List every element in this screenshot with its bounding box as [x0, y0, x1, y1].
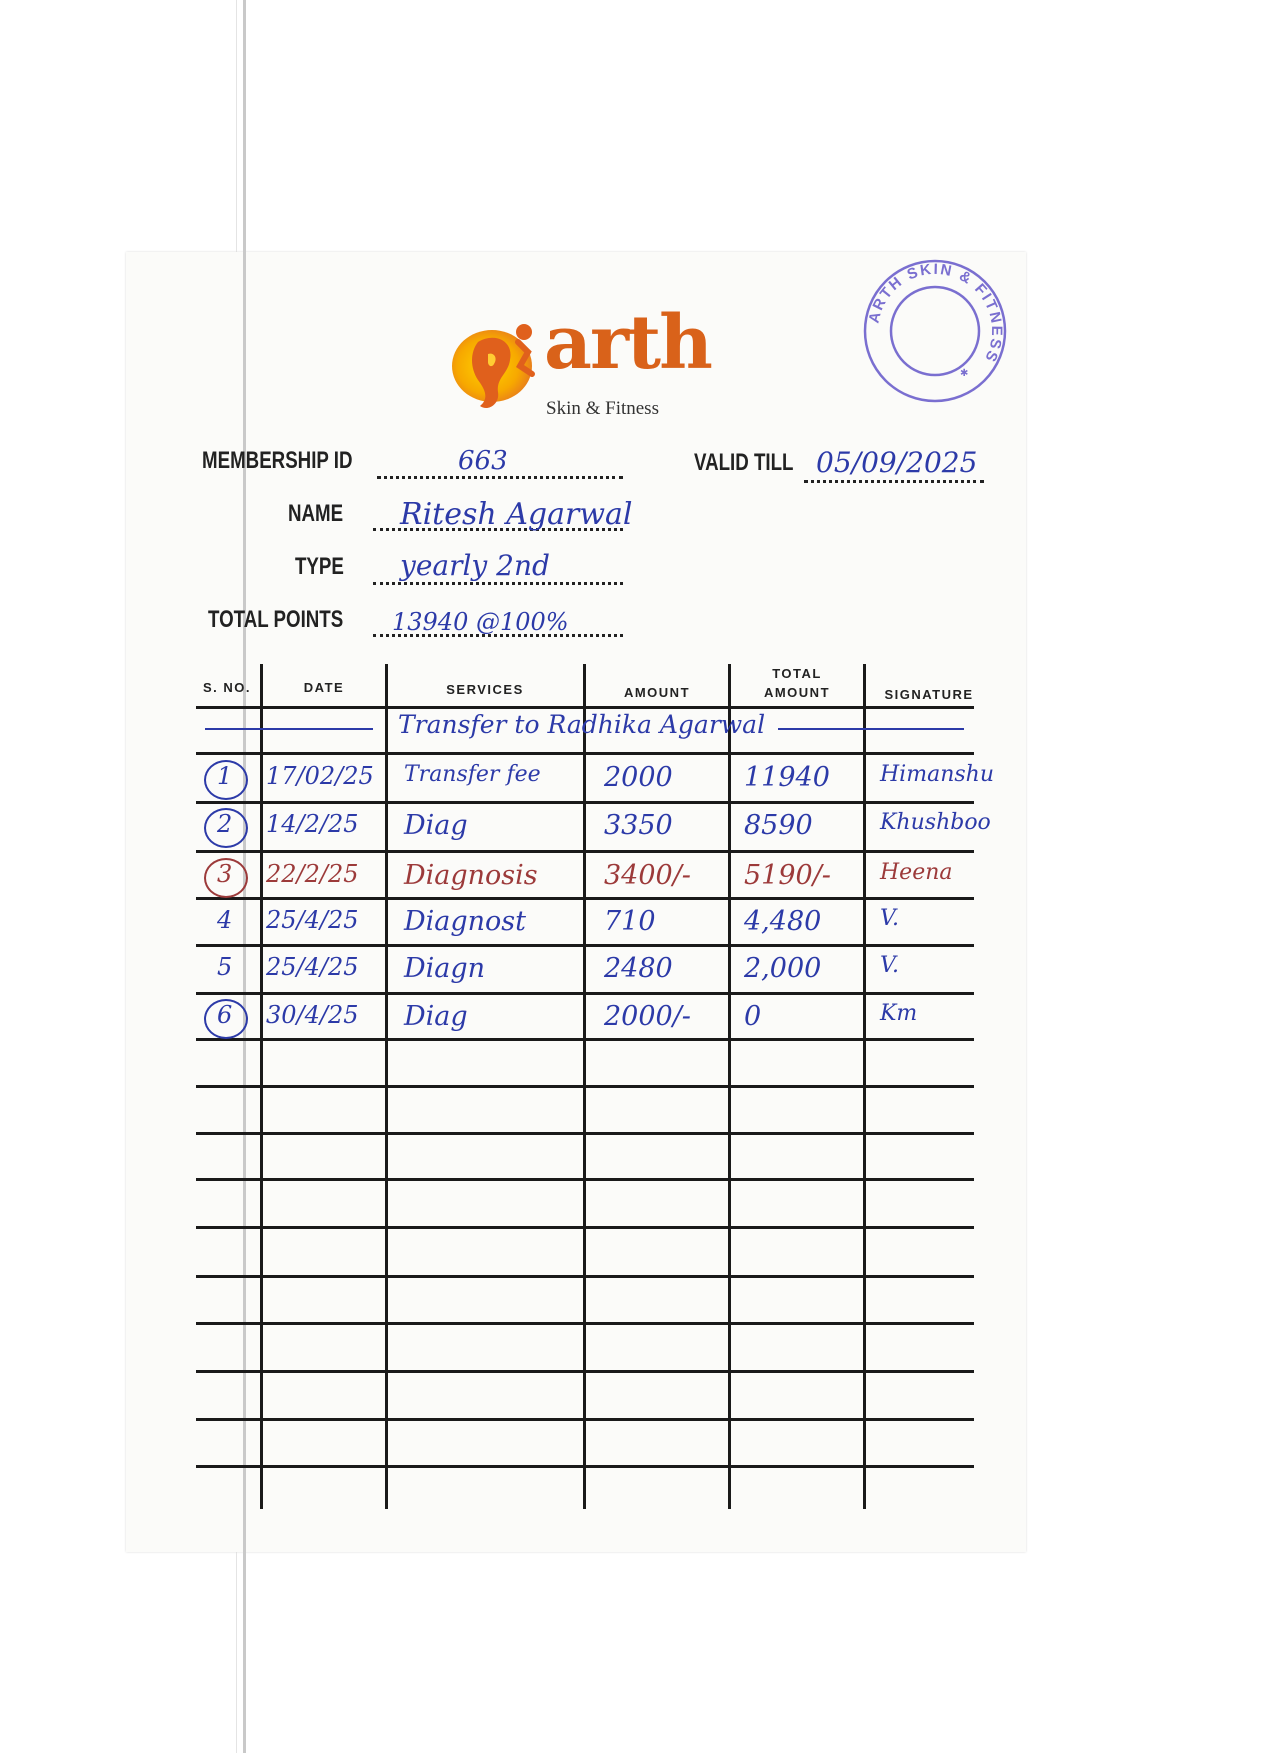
cell-sno: 6: [217, 1001, 233, 1029]
arth-stamp-seal: [862, 258, 1008, 404]
cell-sno: 3: [217, 860, 233, 888]
total-points-label: TOTAL POINTS: [208, 606, 344, 633]
valid-till-line: [804, 480, 984, 483]
name-label: NAME: [288, 500, 344, 527]
cell-service: Diagnost: [404, 906, 527, 937]
cell-amount: 2000: [604, 762, 673, 793]
grid-row-line: [196, 706, 974, 709]
cell-service: Diag: [404, 810, 468, 841]
header-services: SERVICES: [446, 682, 524, 697]
cell-date: 17/02/25: [266, 762, 374, 790]
header-total-line2: AMOUNT: [763, 685, 831, 700]
valid-till-value: 05/09/2025: [816, 446, 978, 479]
grid-row-line: [196, 1465, 974, 1468]
cell-service: Diagnosis: [404, 860, 538, 891]
cell-signature: V.: [880, 906, 900, 931]
header-date: DATE: [303, 680, 345, 695]
cell-sno: 2: [217, 810, 233, 838]
cell-signature: Khushboo: [880, 810, 991, 835]
header-sno: S. NO.: [202, 680, 251, 695]
type-value: yearly 2nd: [400, 549, 550, 582]
grid-row-line: [196, 1418, 974, 1421]
cell-amount: 2000/-: [604, 1001, 691, 1032]
svg-text:ARTH SKIN & FITNESS: ARTH SKIN & FITNESS: [865, 260, 1006, 366]
header-total-line1: TOTAL: [772, 666, 822, 681]
grid-row-line: [196, 897, 974, 900]
cell-total: 8590: [744, 810, 813, 841]
transfer-note-right-stroke: [778, 728, 964, 730]
transfer-note-left-stroke: [205, 728, 373, 730]
cell-total: 0: [744, 1001, 762, 1032]
membership-id-line: [377, 476, 623, 479]
grid-row-line: [196, 1370, 974, 1373]
grid-row-line: [196, 850, 974, 853]
brand-wordmark: arth: [544, 300, 711, 386]
grid-row-line: [196, 992, 974, 995]
grid-row-line: [196, 1178, 974, 1181]
type-label: TYPE: [295, 553, 344, 580]
cell-sno: 5: [217, 953, 233, 981]
cell-amount: 2480: [604, 953, 673, 984]
cell-amount: 3400/-: [604, 860, 691, 891]
cell-sno: 1: [217, 762, 233, 790]
cell-date: 22/2/25: [266, 860, 359, 888]
membership-id-label: MEMBERSHIP ID: [202, 447, 353, 474]
cell-date: 25/4/25: [266, 953, 359, 981]
grid-row-line: [196, 1275, 974, 1278]
transfer-note: Transfer to Radhika Agarwal: [398, 710, 766, 739]
cell-date: 30/4/25: [266, 1001, 359, 1029]
cell-amount: 3350: [604, 810, 673, 841]
grid-row-line: [196, 1226, 974, 1229]
cell-service: Transfer fee: [404, 762, 541, 787]
grid-row-line: [196, 944, 974, 947]
grid-row-line: [196, 1085, 974, 1088]
cell-amount: 710: [604, 906, 656, 937]
name-value: Ritesh Agarwal: [400, 497, 633, 532]
cell-signature: Km: [880, 1001, 918, 1026]
header-signature: SIGNATURE: [884, 687, 974, 702]
grid-row-line: [196, 1322, 974, 1325]
cell-service: Diagn: [404, 953, 486, 984]
grid-row-line: [196, 801, 974, 804]
header-amount: AMOUNT: [623, 685, 691, 700]
grid-row-line: [196, 1038, 974, 1041]
svg-text:✱: ✱: [960, 368, 969, 379]
grid-row-line: [196, 1132, 974, 1135]
type-line: [373, 582, 623, 585]
grid-row-line: [196, 752, 974, 755]
cell-service: Diag: [404, 1001, 468, 1032]
cell-date: 14/2/25: [266, 810, 359, 838]
valid-till-label: VALID TILL: [694, 449, 794, 476]
total-points-value: 13940 @100%: [392, 608, 569, 636]
cell-sno: 4: [217, 906, 233, 934]
arth-logo-emblem-icon: [448, 322, 548, 422]
cell-signature: Himanshu: [880, 762, 994, 787]
cell-date: 25/4/25: [266, 906, 359, 934]
cell-total: 4,480: [744, 906, 822, 937]
cell-signature: V.: [880, 953, 900, 978]
cell-total: 11940: [744, 762, 830, 793]
cell-signature: Heena: [880, 860, 953, 885]
cell-total: 2,000: [744, 953, 822, 984]
cell-total: 5190/-: [744, 860, 831, 891]
brand-tagline: Skin & Fitness: [546, 398, 659, 419]
membership-id-value: 663: [458, 446, 508, 476]
